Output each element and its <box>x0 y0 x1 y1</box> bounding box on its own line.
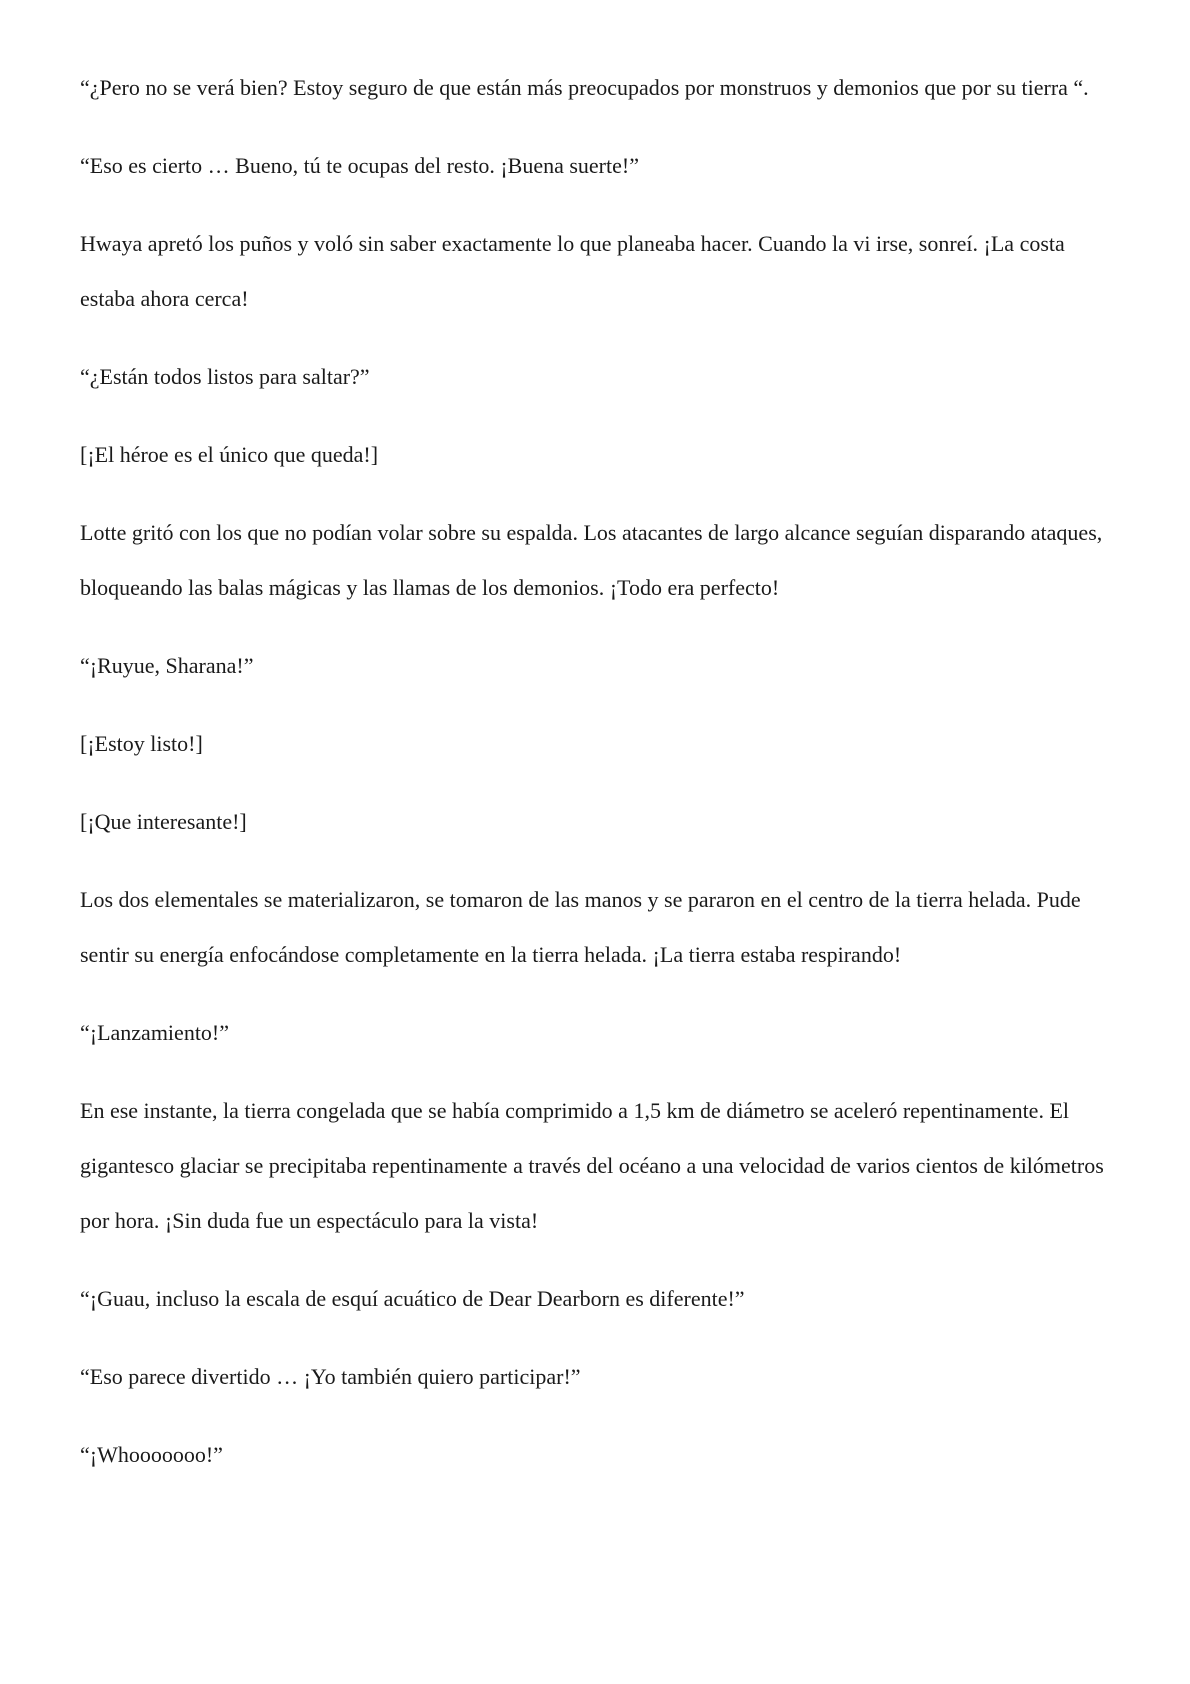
paragraph: [¡Estoy listo!] <box>80 731 203 756</box>
paragraph: “¡Lanzamiento!” <box>80 1020 230 1045</box>
paragraph: Lotte gritó con los que no podían volar sobre su espalda. Los atacantes de largo alcance seguían disparando ataques, bloqueando las balas mágicas y las llamas de los demonios. ¡Todo era perfecto! <box>80 520 1103 600</box>
paragraph: “Eso parece divertido … ¡Yo también quiero participar!” <box>80 1364 581 1389</box>
paragraph: Los dos elementales se materializaron, se tomaron de las manos y se pararon en el centro de la tierra helada. Pude sentir su energía enfocándose completamente en la tierra helada. ¡La tierra estaba respirando! <box>80 887 1081 967</box>
paragraph: [¡El héroe es el único que queda!] <box>80 442 379 467</box>
paragraph: “¡Whooooooo!” <box>80 1442 223 1467</box>
paragraph: “¿Están todos listos para saltar?” <box>80 364 370 389</box>
paragraph: “¿Pero no se verá bien? Estoy seguro de que están más preocupados por monstruos y demonios que por su tierra “. <box>80 75 1089 100</box>
paragraph: “¡Ruyue, Sharana!” <box>80 653 254 678</box>
paragraph: “Eso es cierto … Bueno, tú te ocupas del resto. ¡Buena suerte!” <box>80 153 639 178</box>
paragraph: Hwaya apretó los puños y voló sin saber exactamente lo que planeaba hacer. Cuando la vi irse, sonreí. ¡La costa estaba ahora cerca! <box>80 231 1065 311</box>
paragraph: [¡Que interesante!] <box>80 809 247 834</box>
paragraph: En ese instante, la tierra congelada que se había comprimido a 1,5 km de diámetro se aceleró repentinamente. El gigantesco glaciar se precipitaba repentinamente a través del océano a una velocidad de varios cientos de kilómetros por hora. ¡Sin duda fue un espectáculo para la vista! <box>80 1098 1104 1233</box>
paragraph: “¡Guau, incluso la escala de esquí acuático de Dear Dearborn es diferente!” <box>80 1286 745 1311</box>
document-body <box>80 60 1110 1505</box>
